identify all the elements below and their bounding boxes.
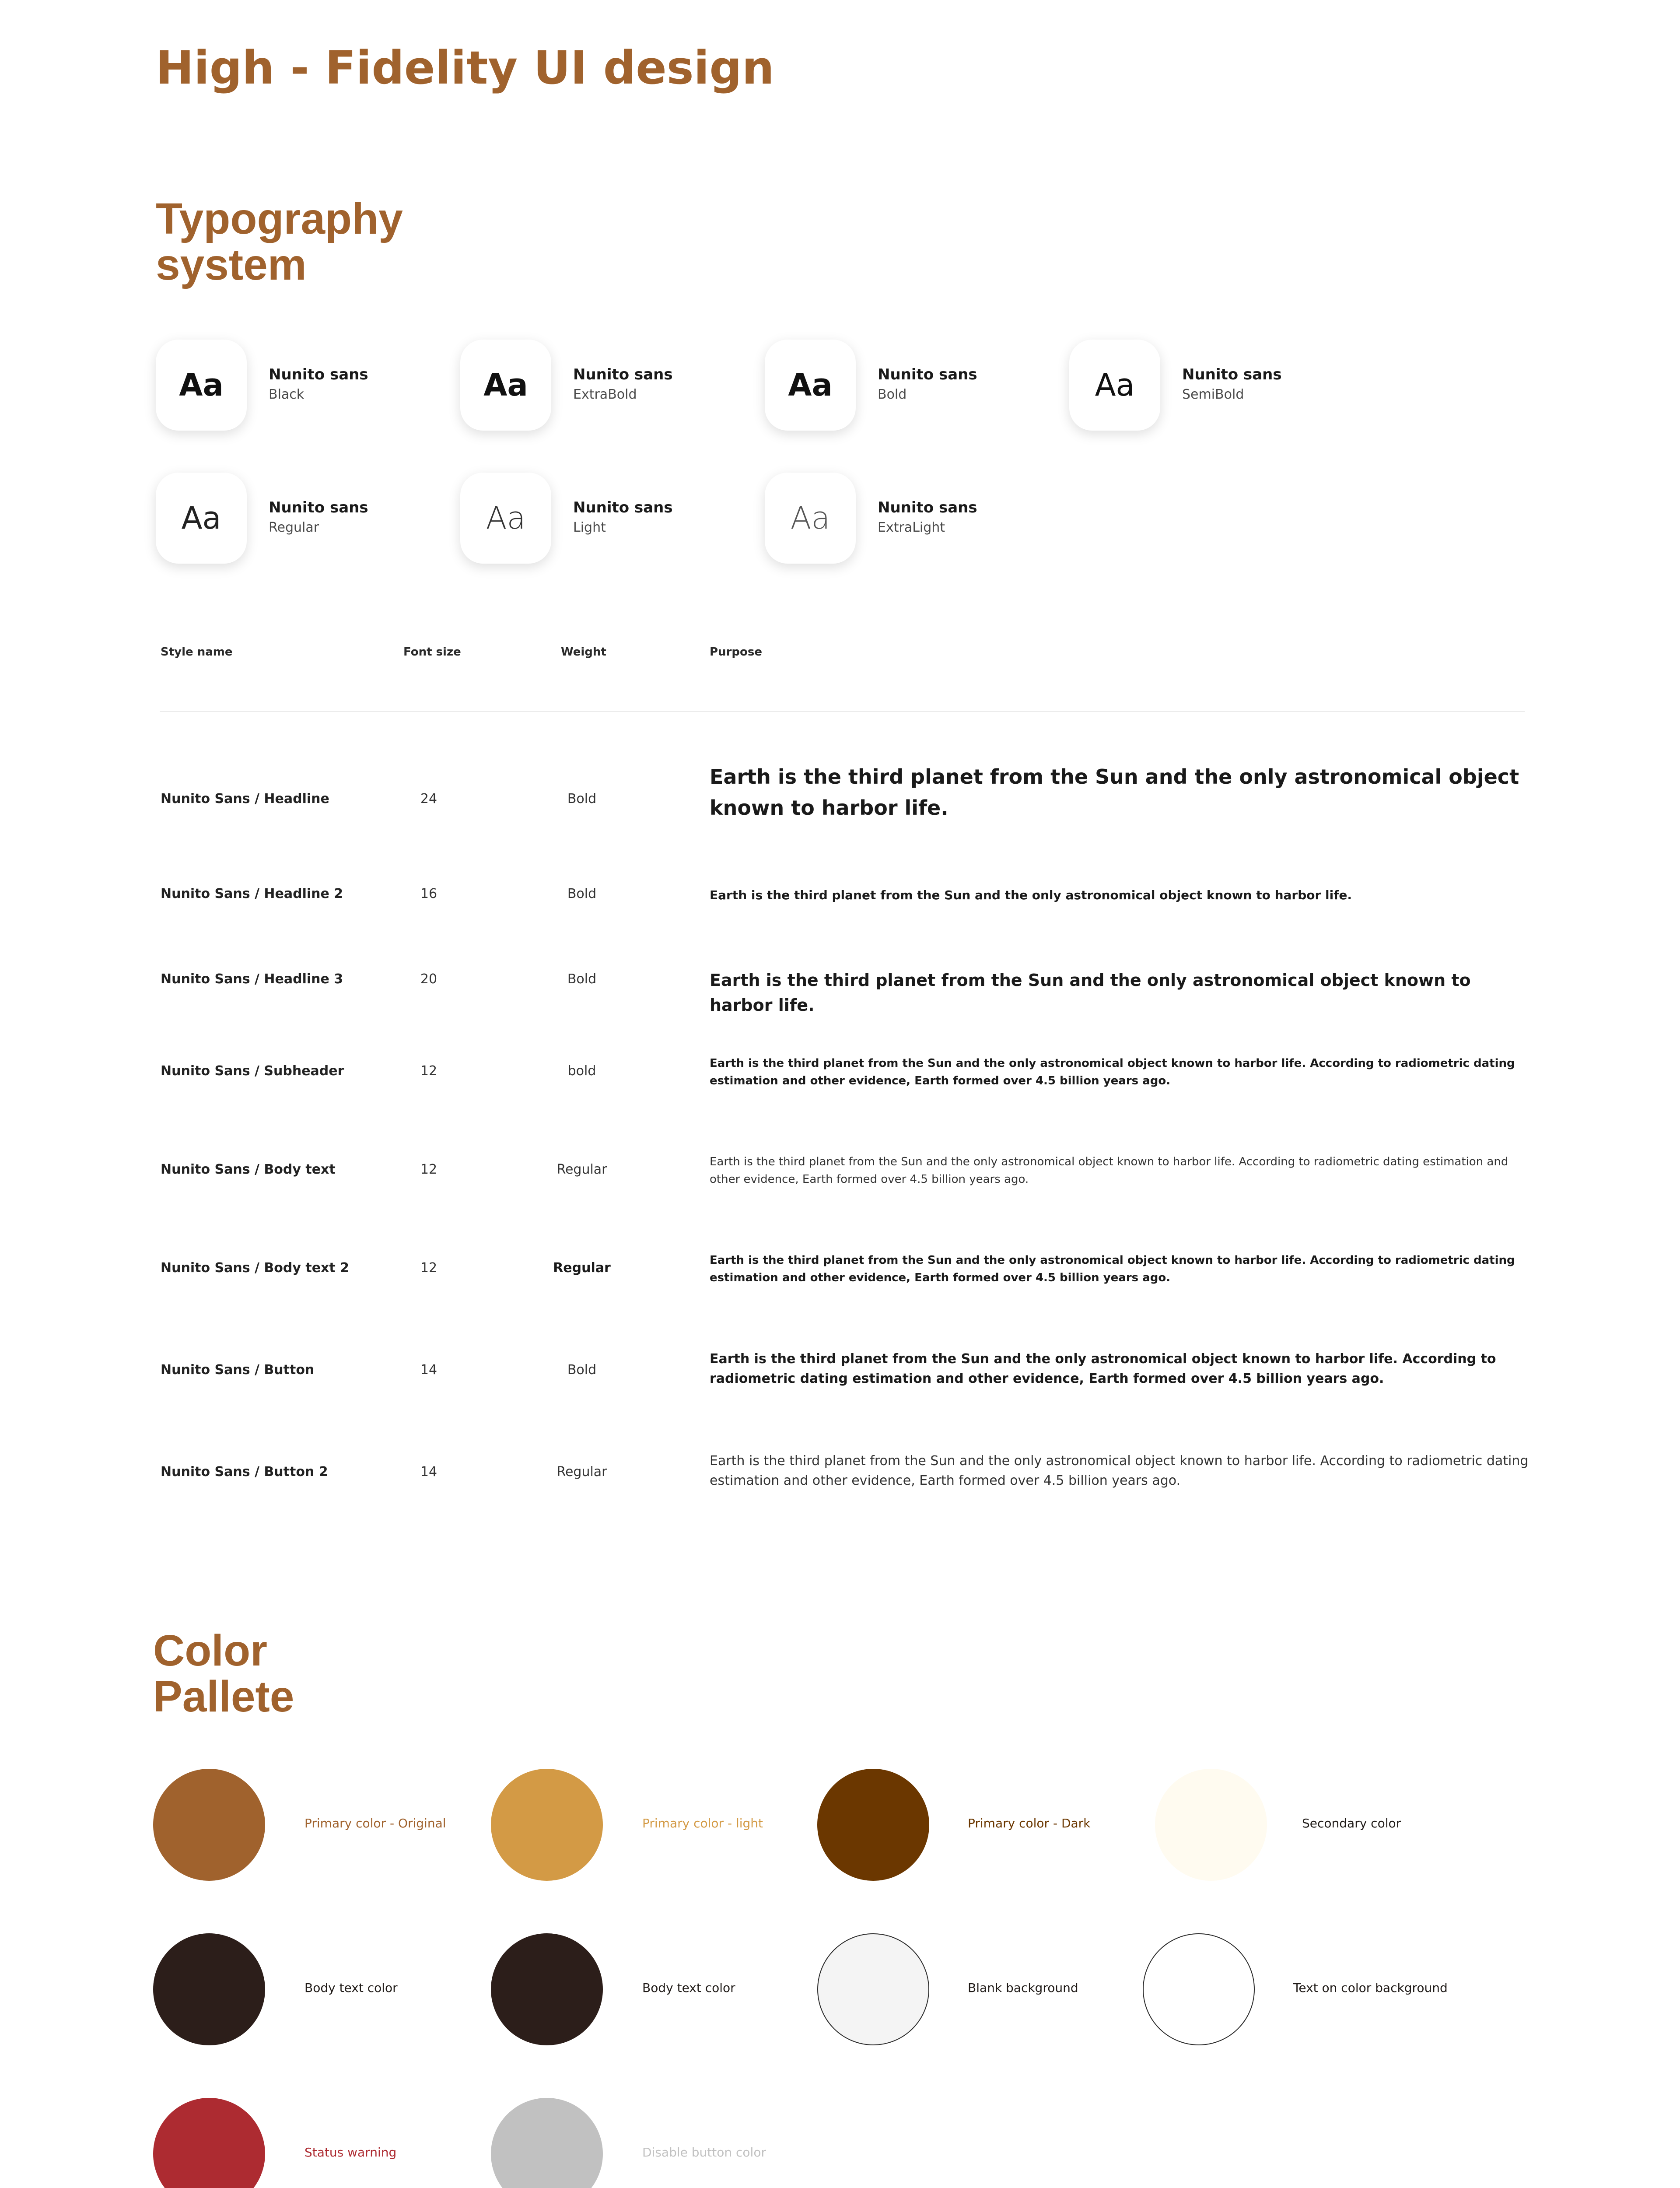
typography-title-line2: system [156, 240, 307, 289]
color-palette-title [153, 1628, 547, 1720]
swatch-secondary [1155, 1769, 1505, 1883]
font-sample-tile: Aa [156, 340, 247, 431]
font-weight-label: ExtraLight [878, 520, 945, 535]
typography-title-line1: Typography [156, 194, 403, 243]
font-sample-tile: Aa [156, 473, 247, 564]
font-card-semibold [1069, 340, 1340, 436]
color-circle [491, 1933, 603, 2045]
swatch-label: Primary color - light [642, 1816, 763, 1830]
weight-cell: bold [567, 1063, 596, 1079]
swatch-label: Text on color background [1293, 1981, 1448, 1995]
font-sample-tile: Aa [765, 473, 856, 564]
weight-cell: Regular [556, 1162, 607, 1177]
font-card-extrabold [460, 340, 732, 436]
style-name-cell: Nunito Sans / Headline [161, 791, 329, 806]
swatch-primary-original [153, 1769, 503, 1883]
swatch-label: Primary color - Original [304, 1816, 446, 1830]
header-font-size: Font size [403, 645, 461, 659]
header-weight: Weight [561, 645, 606, 659]
color-circle [817, 1769, 929, 1881]
swatch-label: Blank background [968, 1981, 1078, 1995]
header-style-name: Style name [161, 645, 233, 659]
swatch-primary-light [491, 1769, 841, 1883]
style-name-cell: Nunito Sans / Subheader [161, 1063, 344, 1079]
font-weight-label: ExtraBold [573, 387, 637, 402]
swatch-status-warning [153, 2098, 503, 2188]
purpose-sample: Earth is the third planet from the Sun and the only astronomical object known to harbor life. According to radiometric dating estimation and other evidence, Earth formed over 4.5 billion years ago. [710, 1254, 1515, 1285]
swatch-text-on-color [1143, 1933, 1493, 2047]
color-circle [491, 2098, 603, 2188]
purpose-sample: Earth is the third planet from the Sun and the only astronomical object known to harbor life. [710, 888, 1352, 902]
font-size-cell: 14 [420, 1362, 438, 1378]
color-title-line1: Color [153, 1626, 268, 1675]
swatch-label: Status warning [304, 2145, 397, 2160]
swatch-primary-dark [817, 1769, 1167, 1883]
color-circle [817, 1933, 929, 2045]
font-size-cell: 24 [420, 791, 438, 806]
purpose-sample: Earth is the third planet from the Sun and the only astronomical object known to harbor life. [710, 971, 1471, 1015]
style-name-cell: Nunito Sans / Headline 3 [161, 971, 343, 987]
weight-cell: Regular [553, 1260, 611, 1276]
font-family-label: Nunito sans [878, 366, 977, 383]
type-table-header [0, 645, 1680, 667]
font-size-cell: 16 [420, 886, 438, 901]
font-weight-label: Black [269, 387, 304, 402]
weight-cell: Bold [567, 971, 597, 987]
swatch-label: Body text color [304, 1981, 398, 1995]
font-weight-label: SemiBold [1182, 387, 1244, 402]
swatch-blank-background [817, 1933, 1167, 2047]
style-name-cell: Nunito Sans / Body text 2 [161, 1260, 350, 1276]
font-sample-tile: Aa [765, 340, 856, 431]
color-circle [153, 1933, 265, 2045]
font-size-cell: 14 [420, 1464, 438, 1480]
weight-cell: Bold [567, 1362, 597, 1378]
weight-cell: Bold [567, 791, 597, 806]
font-card-extralight [765, 473, 1036, 569]
weight-cell: Bold [567, 886, 597, 901]
swatch-label: Body text color [642, 1981, 735, 1995]
color-circle [153, 2098, 265, 2188]
font-family-label: Nunito sans [1182, 366, 1282, 383]
font-card-regular [156, 473, 427, 569]
purpose-sample: Earth is the third planet from the Sun and the only astronomical object known to harbor life. According to radiometric dating estimation and other evidence, Earth formed over 4.5 billion years ago. [710, 1453, 1529, 1488]
font-size-cell: 20 [420, 971, 438, 987]
font-sample-tile: Aa [460, 473, 551, 564]
swatch-label: Secondary color [1302, 1816, 1401, 1830]
table-divider [160, 711, 1525, 712]
weight-cell: Regular [556, 1464, 607, 1480]
purpose-sample: Earth is the third planet from the Sun and the only astronomical object known to harbor life. [710, 765, 1519, 820]
style-name-cell: Nunito Sans / Button 2 [161, 1464, 328, 1480]
color-title-line2: Pallete [153, 1672, 294, 1721]
font-weight-label: Regular [269, 520, 319, 535]
header-purpose: Purpose [710, 645, 762, 659]
font-weight-label: Light [573, 520, 606, 535]
color-circle [1155, 1769, 1267, 1881]
style-name-cell: Nunito Sans / Body text [161, 1162, 336, 1177]
purpose-sample: Earth is the third planet from the Sun and the only astronomical object known to harbor life. According to radiometric dating estimation and other evidence, Earth formed over 4.5 billion years ago. [710, 1351, 1496, 1386]
style-name-cell: Nunito Sans / Button [161, 1362, 315, 1378]
purpose-sample: Earth is the third planet from the Sun and the only astronomical object known to harbor life. According to radiometric dating estimation and other evidence, Earth formed over 4.5 billion years ago. [710, 1057, 1515, 1088]
purpose-sample: Earth is the third planet from the Sun and the only astronomical object known to harbor life. According to radiometric dating estimation and other evidence, Earth formed over 4.5 billion years ago. [710, 1155, 1508, 1186]
font-card-bold [765, 340, 1036, 436]
color-circle [491, 1769, 603, 1881]
page-title: High - Fidelity UI design [156, 41, 774, 95]
font-weight-label: Bold [878, 387, 907, 402]
swatch-body-text [153, 1933, 503, 2047]
swatch-label: Primary color - Dark [968, 1816, 1091, 1830]
typography-title [156, 196, 550, 288]
font-size-cell: 12 [420, 1162, 438, 1177]
font-size-cell: 12 [420, 1063, 438, 1079]
font-family-label: Nunito sans [573, 366, 673, 383]
font-family-label: Nunito sans [573, 499, 673, 516]
swatch-body-text-2 [491, 1933, 841, 2047]
color-circle [153, 1769, 265, 1881]
font-sample-tile: Aa [1069, 340, 1160, 431]
style-name-cell: Nunito Sans / Headline 2 [161, 886, 343, 901]
font-family-label: Nunito sans [269, 499, 368, 516]
color-circle [1143, 1933, 1255, 2045]
font-family-label: Nunito sans [878, 499, 977, 516]
font-card-light [460, 473, 732, 569]
font-card-black [156, 340, 427, 436]
font-size-cell: 12 [420, 1260, 438, 1276]
swatch-disabled-button [491, 2098, 841, 2188]
font-sample-tile: Aa [460, 340, 551, 431]
swatch-label: Disable button color [642, 2145, 766, 2160]
font-family-label: Nunito sans [269, 366, 368, 383]
